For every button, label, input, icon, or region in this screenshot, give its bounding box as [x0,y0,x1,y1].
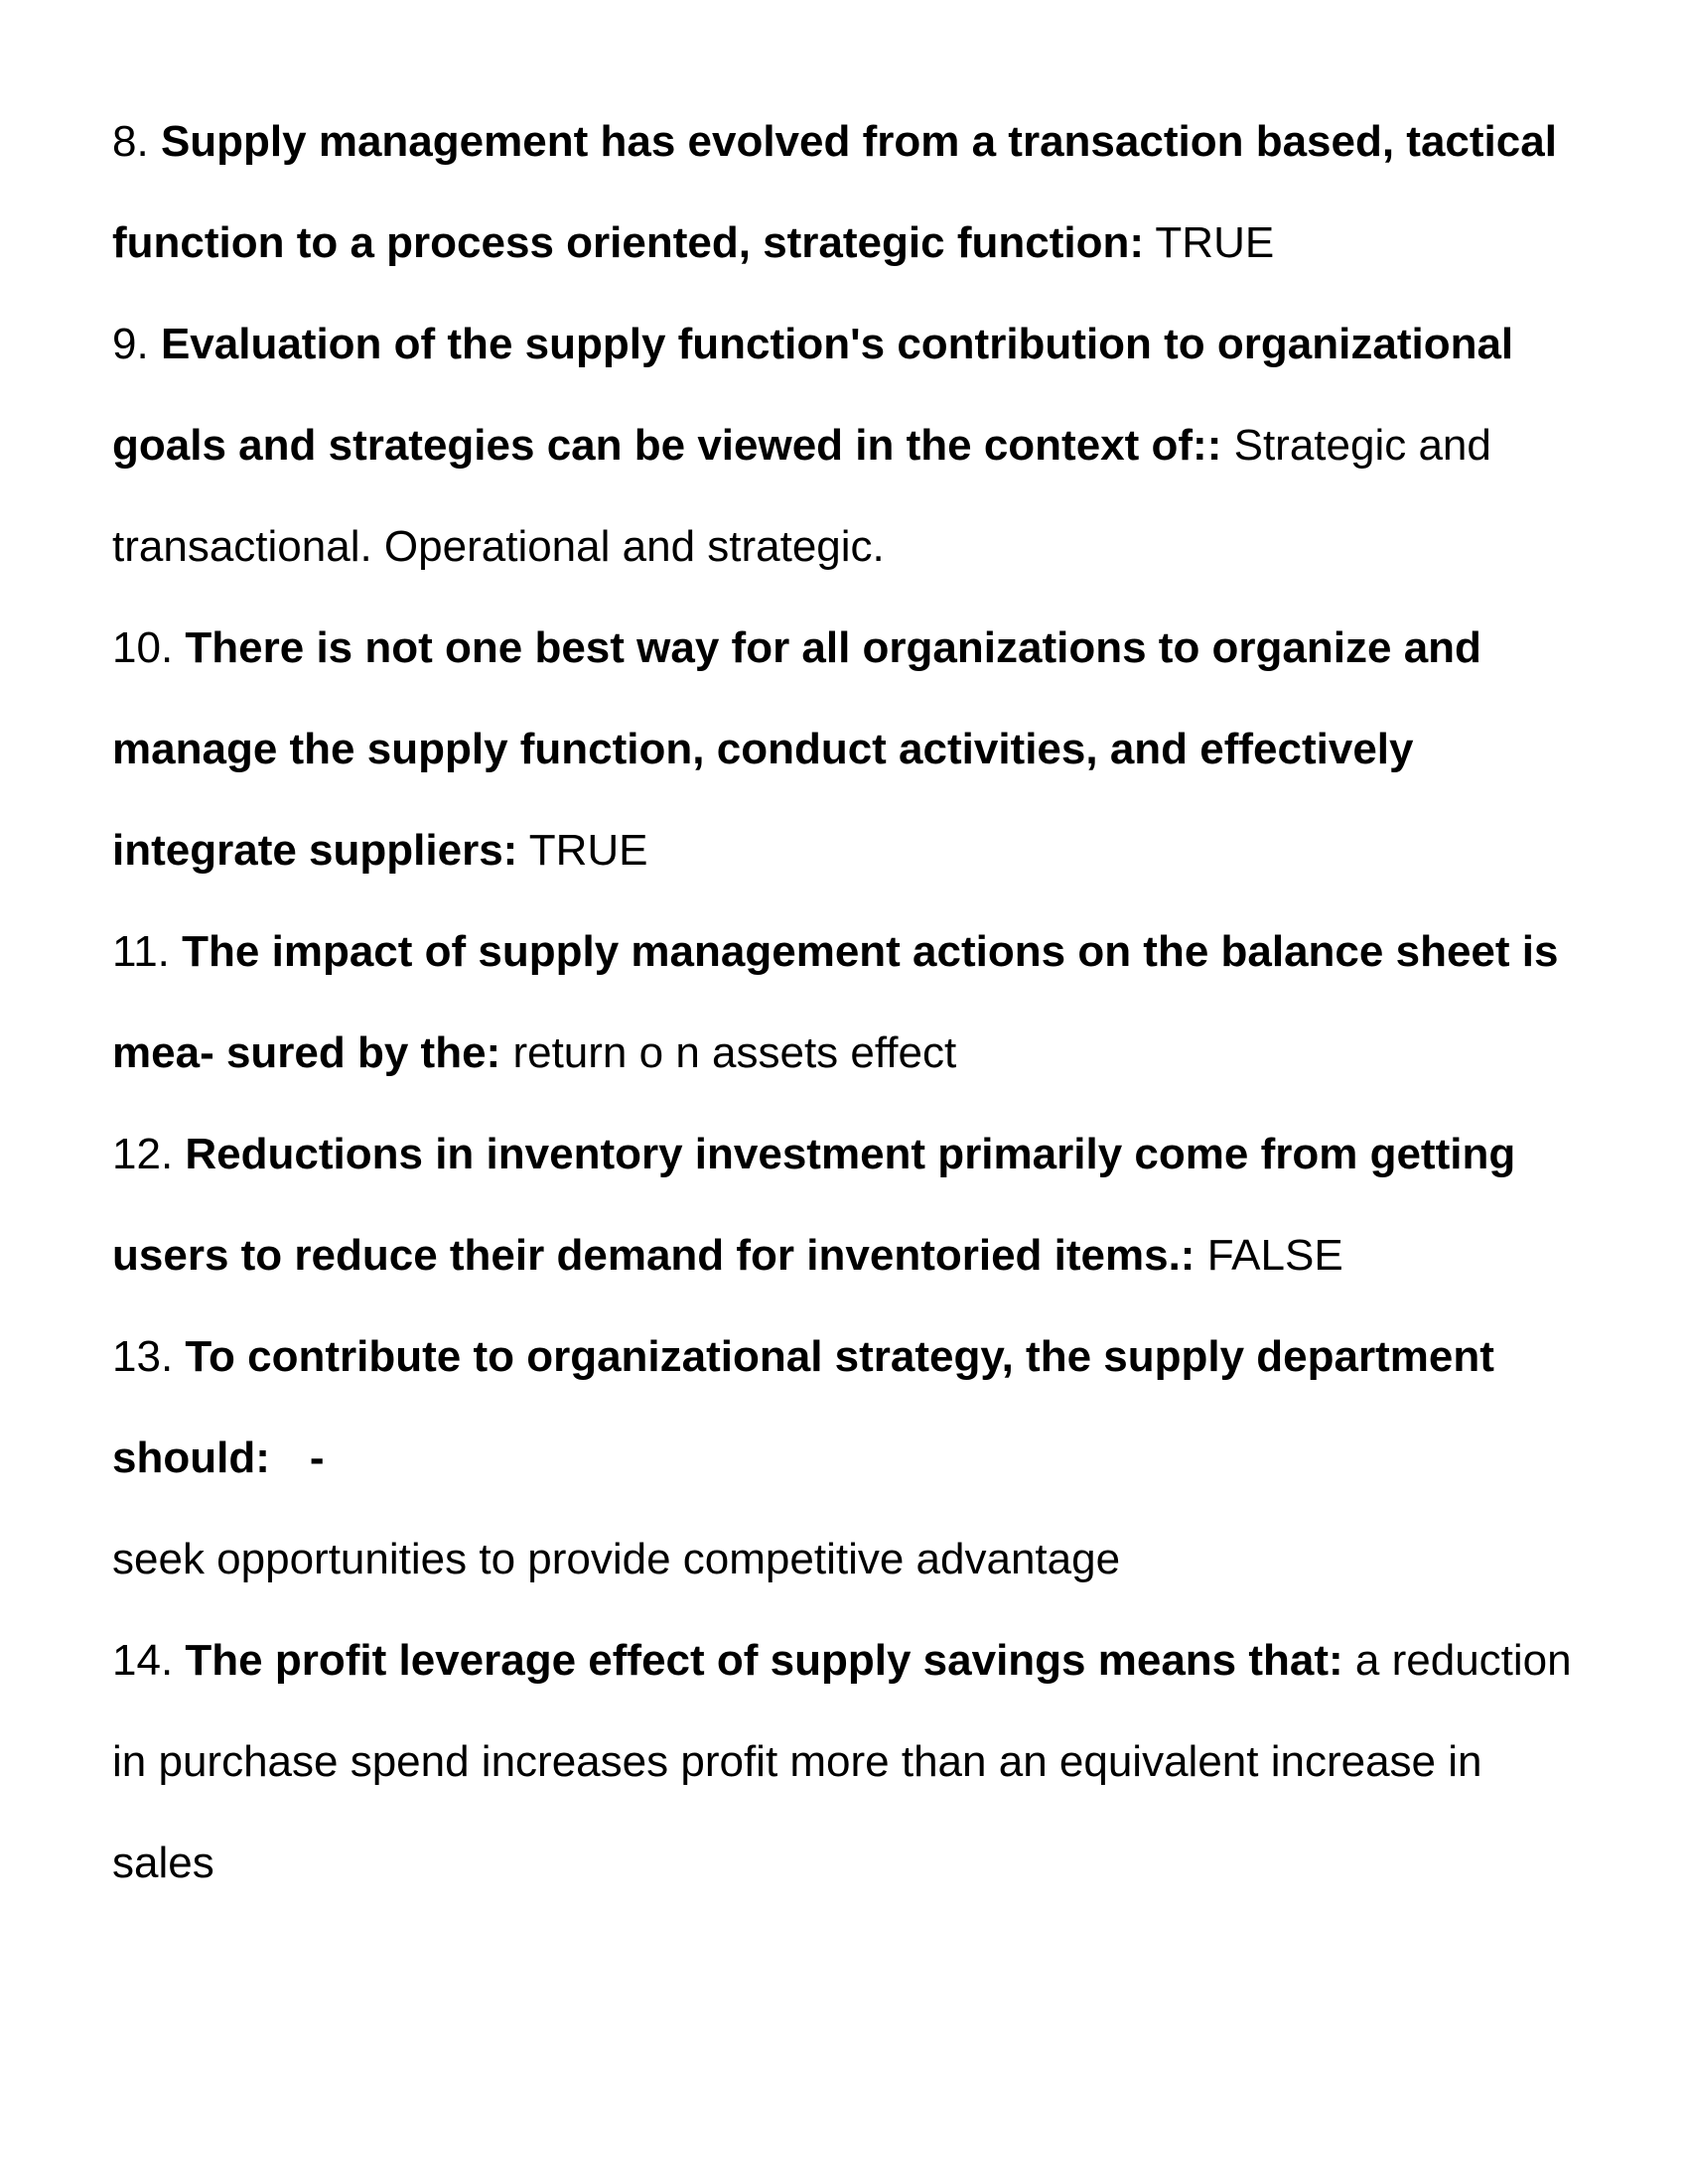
answer-text: a reduction in purchase spend increases profit more than an equivalent increase in sales [112,1636,1572,1887]
answer-text: Strategic and transactional. Operational and strategic. [112,421,1491,571]
document-page [112,91,1582,1914]
question-text: Reductions in inventory investment primarily come from getting users to reduce their demand for inventoried items.: [112,1130,1516,1280]
answer-text: FALSE [1206,1231,1343,1280]
question-number: 12. [112,1130,174,1178]
question-number: 14. [112,1636,174,1685]
question-text: The profit leverage effect of supply savings means that: [185,1636,1343,1685]
question-text: There is not one best way for all organizations to organize and manage the supply function, conduct activities, and effectively integrate suppliers: [112,623,1481,875]
question-item-8 [112,91,1582,294]
answer-dash: - [309,1433,325,1482]
question-text: Supply management has evolved from a transaction based, tactical function to a process oriented, strategic function: [112,117,1557,267]
question-number: 10. [112,623,174,672]
answer-text: return o n assets effect [512,1028,957,1077]
question-number: 11. [112,927,170,976]
question-text: The impact of supply management actions on the balance sheet is mea- sured by the: [112,927,1559,1077]
answer-text: seek opportunities to provide competitive advantage [112,1535,1121,1583]
question-number: 9. [112,320,149,368]
answer-text: TRUE [1155,218,1275,267]
question-number: 13. [112,1332,174,1381]
question-number: 8. [112,117,149,166]
question-text: Evaluation of the supply function's contribution to organizational goals and strategies can be viewed in the context of:: [112,320,1514,470]
question-item-9 [112,294,1582,598]
question-item-13 [112,1306,1582,1610]
question-item-12 [112,1104,1582,1306]
question-item-10 [112,598,1582,901]
question-item-11 [112,901,1582,1104]
answer-text: TRUE [528,826,648,875]
question-item-14 [112,1610,1582,1914]
question-text: To contribute to organizational strategy, the supply department should: [112,1332,1494,1482]
